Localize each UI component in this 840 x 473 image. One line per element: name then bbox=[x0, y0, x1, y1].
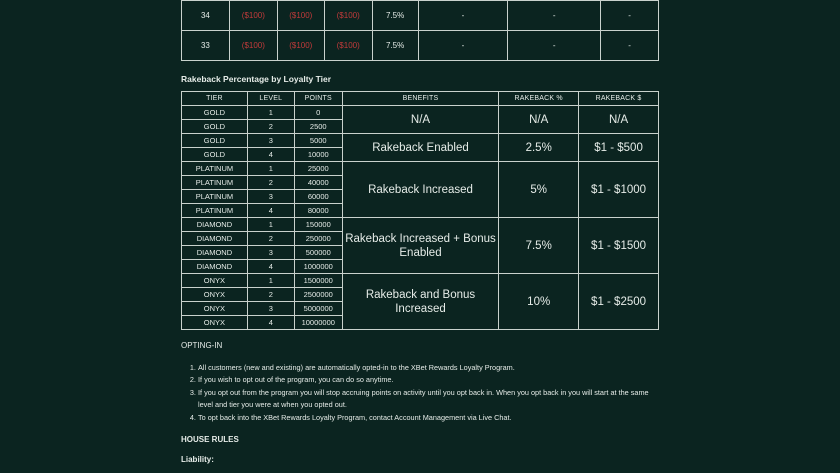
column-header: RAKEBACK % bbox=[499, 92, 579, 106]
rakeback-percent-cell: 5% bbox=[499, 162, 579, 218]
level-cell: 4 bbox=[247, 148, 294, 162]
points-cell: 40000 bbox=[294, 176, 342, 190]
previous-tier-table bbox=[181, 0, 659, 61]
tier-cell: GOLD bbox=[182, 134, 248, 148]
list-item: 2. If you wish to opt out of the program, you can do so anytime. bbox=[198, 374, 659, 386]
percent-cell: 7.5% bbox=[372, 1, 418, 31]
tier-cell: GOLD bbox=[182, 148, 248, 162]
dash-cell: - bbox=[601, 31, 659, 61]
amount-cell: ($100) bbox=[277, 31, 324, 61]
tier-cell: PLATINUM bbox=[182, 204, 248, 218]
column-header: POINTS bbox=[294, 92, 342, 106]
level-cell: 4 bbox=[247, 204, 294, 218]
table-header-row bbox=[182, 92, 659, 106]
dash-cell: - bbox=[508, 31, 601, 61]
main-content bbox=[181, 0, 659, 467]
table-row bbox=[182, 106, 659, 120]
tier-cell: ONYX bbox=[182, 302, 248, 316]
list-item: 1. All customers (new and existing) are automatically opted-in to the XBet Rewards Loyalty Program. bbox=[198, 362, 659, 374]
tier-cell: DIAMOND bbox=[182, 260, 248, 274]
tier-cell: PLATINUM bbox=[182, 162, 248, 176]
tier-cell: 33 bbox=[182, 31, 230, 61]
table-row bbox=[182, 162, 659, 176]
rakeback-amount-cell: $1 - $1000 bbox=[579, 162, 659, 218]
benefit-cell: Rakeback Enabled bbox=[342, 134, 499, 162]
level-cell: 2 bbox=[247, 232, 294, 246]
list-item: 4. To opt back into the XBet Rewards Loyalty Program, contact Account Management via Live Chat. bbox=[198, 412, 659, 424]
rakeback-amount-cell: $1 - $2500 bbox=[579, 274, 659, 330]
column-header: BENEFITS bbox=[342, 92, 499, 106]
level-cell: 4 bbox=[247, 260, 294, 274]
tier-cell: DIAMOND bbox=[182, 246, 248, 260]
points-cell: 500000 bbox=[294, 246, 342, 260]
amount-cell: ($100) bbox=[324, 31, 372, 61]
list-item: 3. If you opt out from the program you will stop accruing points on activity until you opt back in. When you opt back in you will start at the same level and tier you were at when you opted out. bbox=[198, 387, 659, 412]
benefit-cell: Rakeback and Bonus Increased bbox=[342, 274, 499, 330]
points-cell: 2500000 bbox=[294, 288, 342, 302]
points-cell: 2500 bbox=[294, 120, 342, 134]
rakeback-amount-cell: $1 - $500 bbox=[579, 134, 659, 162]
table-row bbox=[182, 218, 659, 232]
house-rules-heading: HOUSE RULES bbox=[181, 435, 239, 445]
amount-cell: ($100) bbox=[324, 1, 372, 31]
level-cell: 3 bbox=[247, 134, 294, 148]
tier-cell: PLATINUM bbox=[182, 190, 248, 204]
points-cell: 10000000 bbox=[294, 316, 342, 330]
rakeback-section-title: Rakeback Percentage by Loyalty Tier bbox=[181, 74, 332, 84]
dash-cell: - bbox=[418, 1, 508, 31]
rakeback-percent-cell: 7.5% bbox=[499, 218, 579, 274]
rakeback-amount-cell: $1 - $1500 bbox=[579, 218, 659, 274]
level-cell: 3 bbox=[247, 190, 294, 204]
tier-cell: ONYX bbox=[182, 288, 248, 302]
amount-cell: ($100) bbox=[277, 1, 324, 31]
level-cell: 2 bbox=[247, 288, 294, 302]
benefit-cell: Rakeback Increased + Bonus Enabled bbox=[342, 218, 499, 274]
benefit-cell: N/A bbox=[342, 106, 499, 134]
opting-in-heading: OPTING-IN bbox=[181, 341, 223, 350]
dash-cell: - bbox=[601, 1, 659, 31]
level-cell: 1 bbox=[247, 106, 294, 120]
level-cell: 4 bbox=[247, 316, 294, 330]
level-cell: 2 bbox=[247, 120, 294, 134]
tier-cell: GOLD bbox=[182, 106, 248, 120]
rakeback-percent-cell: 10% bbox=[499, 274, 579, 330]
tier-cell: 34 bbox=[182, 1, 230, 31]
tier-cell: DIAMOND bbox=[182, 232, 248, 246]
points-cell: 5000 bbox=[294, 134, 342, 148]
percent-cell: 7.5% bbox=[372, 31, 418, 61]
rakeback-amount-cell: N/A bbox=[579, 106, 659, 134]
level-cell: 1 bbox=[247, 274, 294, 288]
liability-heading: Liability: bbox=[181, 455, 214, 465]
points-cell: 0 bbox=[294, 106, 342, 120]
table-row bbox=[182, 31, 659, 61]
points-cell: 1000000 bbox=[294, 260, 342, 274]
points-cell: 80000 bbox=[294, 204, 342, 218]
dash-cell: - bbox=[508, 1, 601, 31]
rakeback-percent-cell: 2.5% bbox=[499, 134, 579, 162]
tier-cell: DIAMOND bbox=[182, 218, 248, 232]
column-header: RAKEBACK $ bbox=[579, 92, 659, 106]
opting-in-list bbox=[181, 362, 659, 424]
table-row bbox=[182, 1, 659, 31]
level-cell: 3 bbox=[247, 246, 294, 260]
points-cell: 150000 bbox=[294, 218, 342, 232]
tier-cell: ONYX bbox=[182, 274, 248, 288]
level-cell: 1 bbox=[247, 218, 294, 232]
tier-cell: GOLD bbox=[182, 120, 248, 134]
column-header: LEVEL bbox=[247, 92, 294, 106]
amount-cell: ($100) bbox=[229, 31, 277, 61]
dash-cell: - bbox=[418, 31, 508, 61]
amount-cell: ($100) bbox=[229, 1, 277, 31]
table-row bbox=[182, 274, 659, 288]
level-cell: 1 bbox=[247, 162, 294, 176]
points-cell: 250000 bbox=[294, 232, 342, 246]
tier-cell: ONYX bbox=[182, 316, 248, 330]
rakeback-percent-cell: N/A bbox=[499, 106, 579, 134]
column-header: TIER bbox=[182, 92, 248, 106]
points-cell: 1500000 bbox=[294, 274, 342, 288]
points-cell: 5000000 bbox=[294, 302, 342, 316]
benefit-cell: Rakeback Increased bbox=[342, 162, 499, 218]
level-cell: 3 bbox=[247, 302, 294, 316]
level-cell: 2 bbox=[247, 176, 294, 190]
points-cell: 10000 bbox=[294, 148, 342, 162]
points-cell: 60000 bbox=[294, 190, 342, 204]
rakeback-table bbox=[181, 91, 659, 330]
table-row bbox=[182, 134, 659, 148]
points-cell: 25000 bbox=[294, 162, 342, 176]
tier-cell: PLATINUM bbox=[182, 176, 248, 190]
